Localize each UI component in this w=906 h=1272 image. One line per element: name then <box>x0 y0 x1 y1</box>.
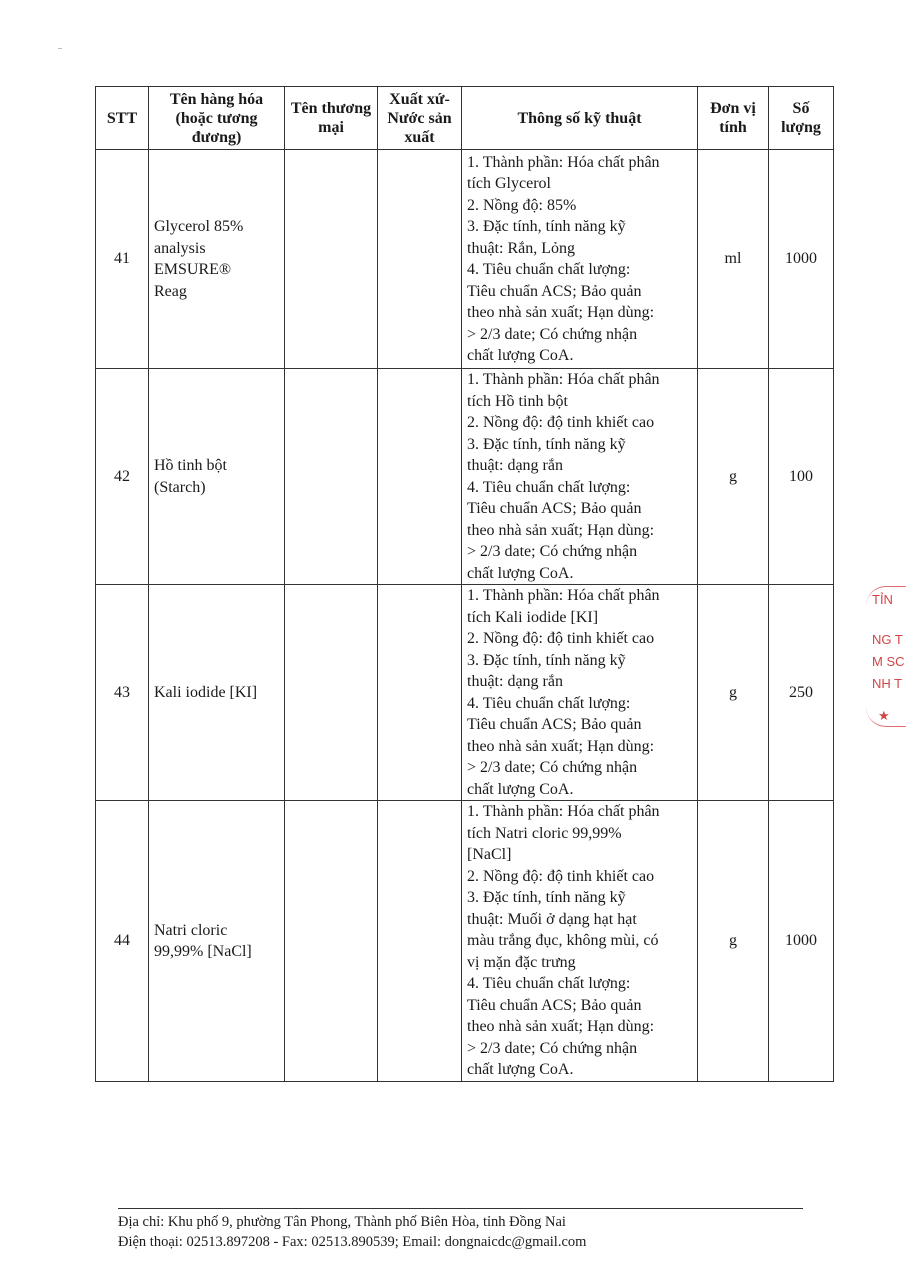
cell-product-name <box>149 585 285 801</box>
cell-product-name <box>149 801 285 1082</box>
spec-line: theo nhà sản xuất; Hạn dùng: <box>467 521 655 539</box>
header-trade-name: Tên thương mại <box>285 87 378 150</box>
product-name-line: (Starch) <box>154 478 206 496</box>
product-name-line: Natri cloric <box>154 921 228 939</box>
spec-line: Tiêu chuẩn ACS; Bảo quản <box>467 500 642 517</box>
cell-trade-name <box>285 369 378 585</box>
table-row <box>96 585 834 801</box>
spec-line: Tiêu chuẩn ACS; Bảo quản <box>467 282 642 300</box>
spec-line: thuật: Muối ở dạng hạt hạt <box>467 910 637 928</box>
spec-line: tích Hồ tinh bột <box>467 392 568 410</box>
cell-stt: 42 <box>96 369 149 585</box>
stamp-text-2: NG T <box>872 632 903 647</box>
footer-address: Địa chỉ: Khu phố 9, phường Tân Phong, Thành phố Biên Hòa, tỉnh Đồng Nai <box>118 1214 566 1230</box>
spec-line: 1. Thành phần: Hóa chất phân <box>467 587 660 604</box>
table-header-row <box>96 87 834 150</box>
spec-line: theo nhà sản xuất; Hạn dùng: <box>467 737 655 755</box>
scan-artifact <box>58 48 62 49</box>
cell-trade-name <box>285 150 378 369</box>
product-name-line: 99,99% [NaCl] <box>154 943 252 960</box>
chemical-spec-table <box>95 86 834 1082</box>
spec-line: 3. Đặc tính, tính năng kỹ <box>467 651 626 669</box>
stamp-text-3: M SC <box>872 654 905 669</box>
cell-stt: 43 <box>96 585 149 801</box>
spec-line: 3. Đặc tính, tính năng kỹ <box>467 435 626 453</box>
product-name-line: Hồ tinh bột <box>154 457 227 474</box>
cell-qty: 1000 <box>769 150 834 369</box>
product-name-line: Reag <box>154 282 187 300</box>
spec-line: chất lượng CoA. <box>467 347 574 364</box>
spec-line: > 2/3 date; Có chứng nhận <box>467 759 638 776</box>
product-name-line: Kali iodide [KI] <box>154 683 258 701</box>
cell-origin <box>378 150 462 369</box>
stamp-text-1: TỈN <box>872 592 893 607</box>
spec-line: vị mặn đặc trưng <box>467 953 576 971</box>
cell-trade-name <box>285 585 378 801</box>
spec-line: chất lượng CoA. <box>467 780 574 798</box>
spec-line: 2. Nồng độ: 85% <box>467 196 577 214</box>
spec-line: 4. Tiêu chuẩn chất lượng: <box>467 694 631 712</box>
cell-spec <box>462 585 698 801</box>
header-name: Tên hàng hóa (hoặc tương đương) <box>149 87 285 150</box>
footer-contact: Điện thoại: 02513.897208 - Fax: 02513.890539; Email: dongnaicdc@gmail.com <box>118 1234 587 1250</box>
spec-line: Tiêu chuẩn ACS; Bảo quản <box>467 996 642 1014</box>
cell-product-name <box>149 369 285 585</box>
spec-line: màu trắng đục, không mùi, có <box>467 932 659 950</box>
spec-line: 4. Tiêu chuẩn chất lượng: <box>467 478 631 496</box>
spec-line: > 2/3 date; Có chứng nhận <box>467 1039 638 1057</box>
spec-line: tích Glycerol <box>467 175 551 192</box>
spec-line: [NaCl] <box>467 846 512 864</box>
header-qty: Số lượng <box>769 87 834 150</box>
spec-line: Tiêu chuẩn ACS; Bảo quản <box>467 716 642 733</box>
spec-line: > 2/3 date; Có chứng nhận <box>467 543 638 560</box>
cell-origin <box>378 369 462 585</box>
spec-line: theo nhà sản xuất; Hạn dùng: <box>467 1018 655 1036</box>
table-row <box>96 801 834 1082</box>
cell-stt: 41 <box>96 150 149 369</box>
stamp-text-4: NH T <box>872 676 903 691</box>
spec-line: 4. Tiêu chuẩn chất lượng: <box>467 975 631 993</box>
spec-line: 2. Nồng độ: độ tinh khiết cao <box>467 630 655 647</box>
header-unit: Đơn vị tính <box>698 87 769 150</box>
spec-line: thuật: dạng rắn <box>467 673 563 690</box>
table-row <box>96 369 834 585</box>
cell-qty: 1000 <box>769 801 834 1082</box>
stamp-star-icon: ★ <box>878 708 890 723</box>
cell-spec <box>462 801 698 1082</box>
footer-divider <box>118 1208 803 1209</box>
spec-line: thuật: Rắn, Lỏng <box>467 239 575 257</box>
spec-line: chất lượng CoA. <box>467 564 574 582</box>
red-seal-stamp <box>866 586 905 736</box>
product-name-line: analysis <box>154 239 206 257</box>
cell-unit: g <box>698 585 769 801</box>
spec-line: chất lượng CoA. <box>467 1061 574 1079</box>
cell-stt: 44 <box>96 801 149 1082</box>
spec-line: tích Kali iodide [KI] <box>467 608 599 626</box>
cell-origin <box>378 585 462 801</box>
cell-origin <box>378 801 462 1082</box>
cell-unit: g <box>698 369 769 585</box>
spec-line: 1. Thành phần: Hóa chất phân <box>467 153 660 171</box>
spec-line: 4. Tiêu chuẩn chất lượng: <box>467 261 631 278</box>
header-stt: STT <box>96 87 149 150</box>
spec-line: theo nhà sản xuất; Hạn dùng: <box>467 304 655 321</box>
product-name-line: Glycerol 85% <box>154 218 244 235</box>
cell-unit: g <box>698 801 769 1082</box>
spec-line: 2. Nồng độ: độ tinh khiết cao <box>467 867 655 885</box>
cell-qty: 100 <box>769 369 834 585</box>
product-name-line: EMSURE® <box>154 261 232 278</box>
spec-line: 3. Đặc tính, tính năng kỹ <box>467 218 626 235</box>
spec-line: thuật: dạng rắn <box>467 457 563 474</box>
cell-product-name <box>149 150 285 369</box>
table-row <box>96 150 834 369</box>
cell-trade-name <box>285 801 378 1082</box>
stamp-arc-bottom <box>866 706 906 727</box>
cell-qty: 250 <box>769 585 834 801</box>
cell-spec <box>462 150 698 369</box>
header-spec: Thông số kỹ thuật <box>462 87 698 150</box>
spec-line: 3. Đặc tính, tính năng kỹ <box>467 889 626 907</box>
spec-line: tích Natri cloric 99,99% <box>467 824 622 842</box>
footer <box>118 1212 586 1252</box>
header-origin: Xuất xứ- Nước sản xuất <box>378 87 462 150</box>
spec-line: 1. Thành phần: Hóa chất phân <box>467 371 660 388</box>
spec-line: 1. Thành phần: Hóa chất phân <box>467 803 660 821</box>
spec-line: > 2/3 date; Có chứng nhận <box>467 325 638 343</box>
cell-spec <box>462 369 698 585</box>
spec-line: 2. Nồng độ: độ tinh khiết cao <box>467 414 655 431</box>
cell-unit: ml <box>698 150 769 369</box>
